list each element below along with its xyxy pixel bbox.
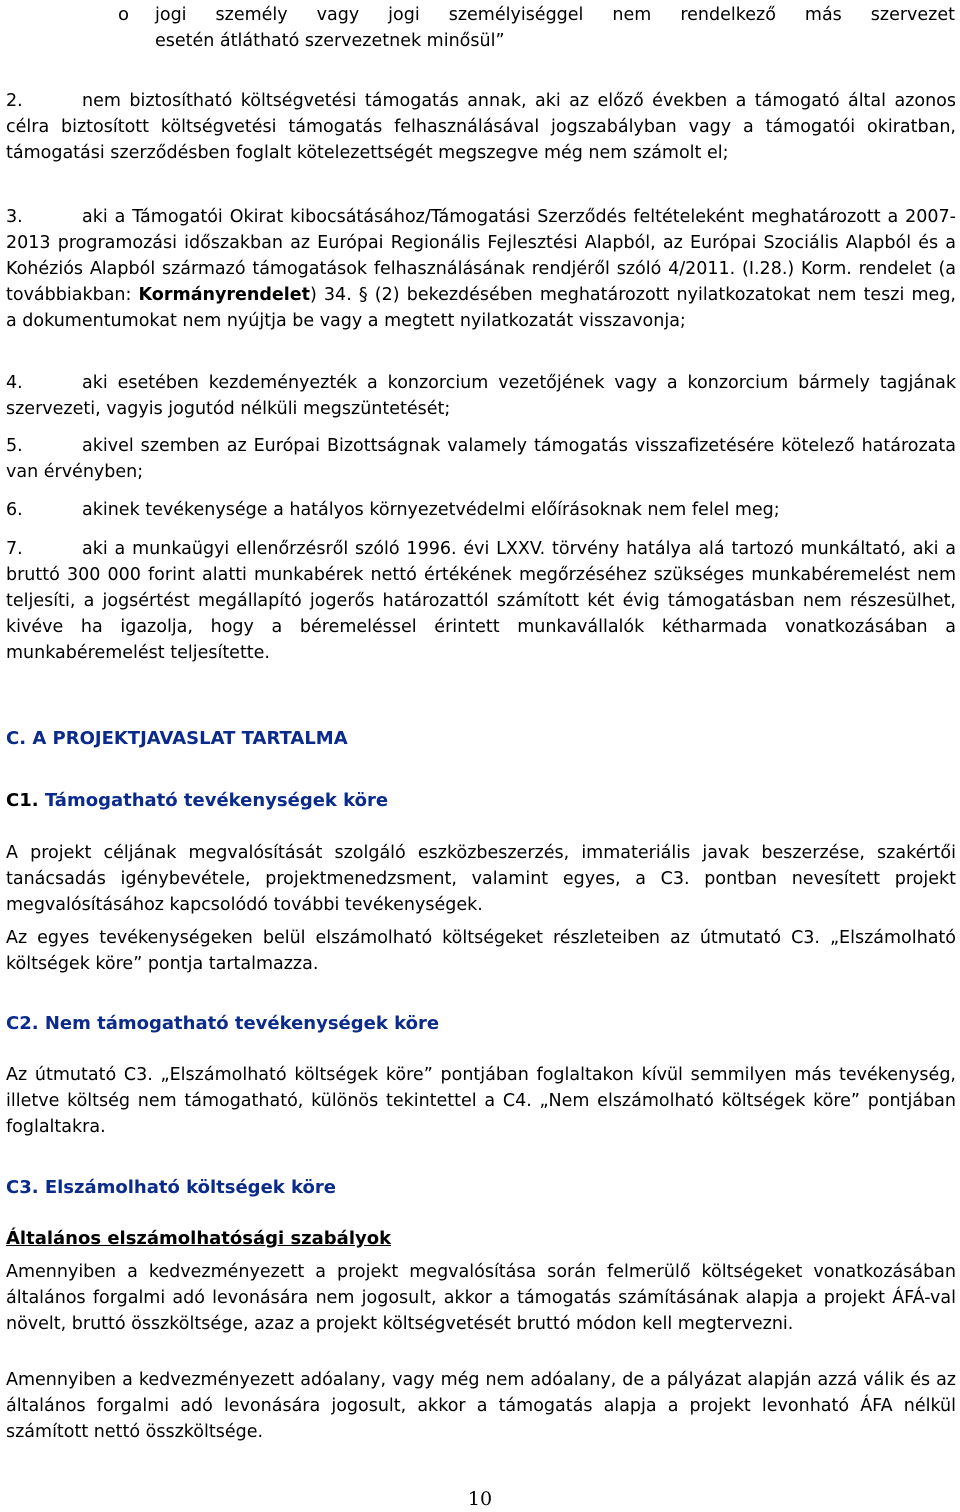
list-item-7: 7. aki a munkaügyi ellenőrzésről szóló 1996. évi LXXV. törvény hatálya alá tartozó munkáltató, aki a bruttó 300 000 forint alatti munkabérek nettó értékének megőrzéséhez szükséges munkabéremelést nem teljesíti, a jogsértést megállapító jogerős határozattól számított két évig támogatásban nem részesülhet, kivéve ha igazolja, hogy a béremeléssel érintett munkavállalók kétharmada vonatkozásában a munkabéremelést teljesítette. [6,539,956,663]
general-paragraph-2: Amennyiben a kedvezményezett adóalany, vagy még nem adóalany, de a pályázat alapján azzá válik és az általános forgalmi adó levonására jogosult, akkor a támogatás alapja a projekt levonható ÁFA nélkül számított nettó összköltsége. [6,1370,956,1442]
c1-paragraph-1: A projekt céljának megvalósítását szolgáló eszközbeszerzés, immateriális javak beszerzése, szakértői tanácsadás igénybevétele, projektmenedzsment, valamint egyes, a C3. pontban nevesített projekt megvalósításához kapcsolódó további tevékenységek. [6,843,956,915]
c1-heading: C1. Támogatható tevékenységek köre [6,790,389,811]
list-item-3: 3. aki a Támogatói Okirat kibocsátásához/Támogatási Szerződés feltételeként meghatározott a 2007-2013 programozási időszakban az Európai Regionális Fejlesztési Alapból, az Európai Szociális Alapból és a Kohéziós Alapból származó támogatások felhasználásának rendjéről szóló 4/2011. (I.28.) Korm. rendelet (a továbbiakban: Kormányrendelet) 34. § (2) bekezdésében meghatározott nyilatkozatokat nem teszi meg, a dokumentumokat nem nyújtja be vagy a megtett nyilatkozatát visszavonja; [6,207,956,331]
c1-paragraph-2: Az egyes tevékenységeken belül elszámolható költségeket részleteiben az útmutató C3. „Elszámolható költségek köre” pontja tartalmazza. [6,928,956,974]
general-rules-heading: Általános elszámolhatósági szabályok [6,1228,392,1249]
general-paragraph-1: Amennyiben a kedvezményezett a projekt megvalósítása során felmerülő költségeket vonatkozásában általános forgalmi adó levonására nem jogosult, akkor a támogatás számításának alapja a projekt ÁFÁ-val növelt, bruttó összköltsége, azaz a projekt költségvetését bruttó módon kell megtervezni. [6,1262,956,1334]
bullet-line-1: jogi személy vagy jogi személyiséggel nem rendelkező más szervezet [155,5,955,25]
page-number: 10 [467,1488,493,1510]
list-item-4: 4. aki esetében kezdeményezték a konzorcium vezetőjének vagy a konzorcium bármely tagjának szervezeti, vagyis jogutód nélküli megszüntetését; [6,373,956,419]
list-item-6: 6. akinek tevékenysége a hatályos környezetvédelmi előírásoknak nem felel meg; [6,500,780,520]
bullet-line-2: esetén átlátható szervezetnek minősül” [155,31,505,51]
bullet-marker: o [118,4,130,25]
c2-heading: C2. Nem támogatható tevékenységek köre [6,1013,440,1034]
kormanyrendelet-term: Kormányrendelet [138,285,310,305]
c3-heading: C3. Elszámolható költségek köre [6,1177,336,1198]
list-item-5: 5. akivel szemben az Európai Bizottságnak valamely támogatás visszafizetésére kötelező határozata van érvényben; [6,436,956,482]
list-item-2: 2. nem biztosítható költségvetési támogatás annak, aki az előző években a támogató által azonos célra biztosított költségvetési támogatás felhasználásával jogszabályban vagy a támogatói okiratban, támogatási szerződésben foglalt kötelezettségét megszegve még nem számolt el; [6,91,956,163]
section-c-heading: C. A PROJEKTJAVASLAT TARTALMA [6,728,348,749]
c2-paragraph-1: Az útmutató C3. „Elszámolható költségek köre” pontjában foglaltakon kívül semmilyen más tevékenység, illetve költség nem támogatható, különös tekintettel a C4. „Nem elszámolható költségek köre” pontjában foglaltakra. [6,1065,956,1137]
